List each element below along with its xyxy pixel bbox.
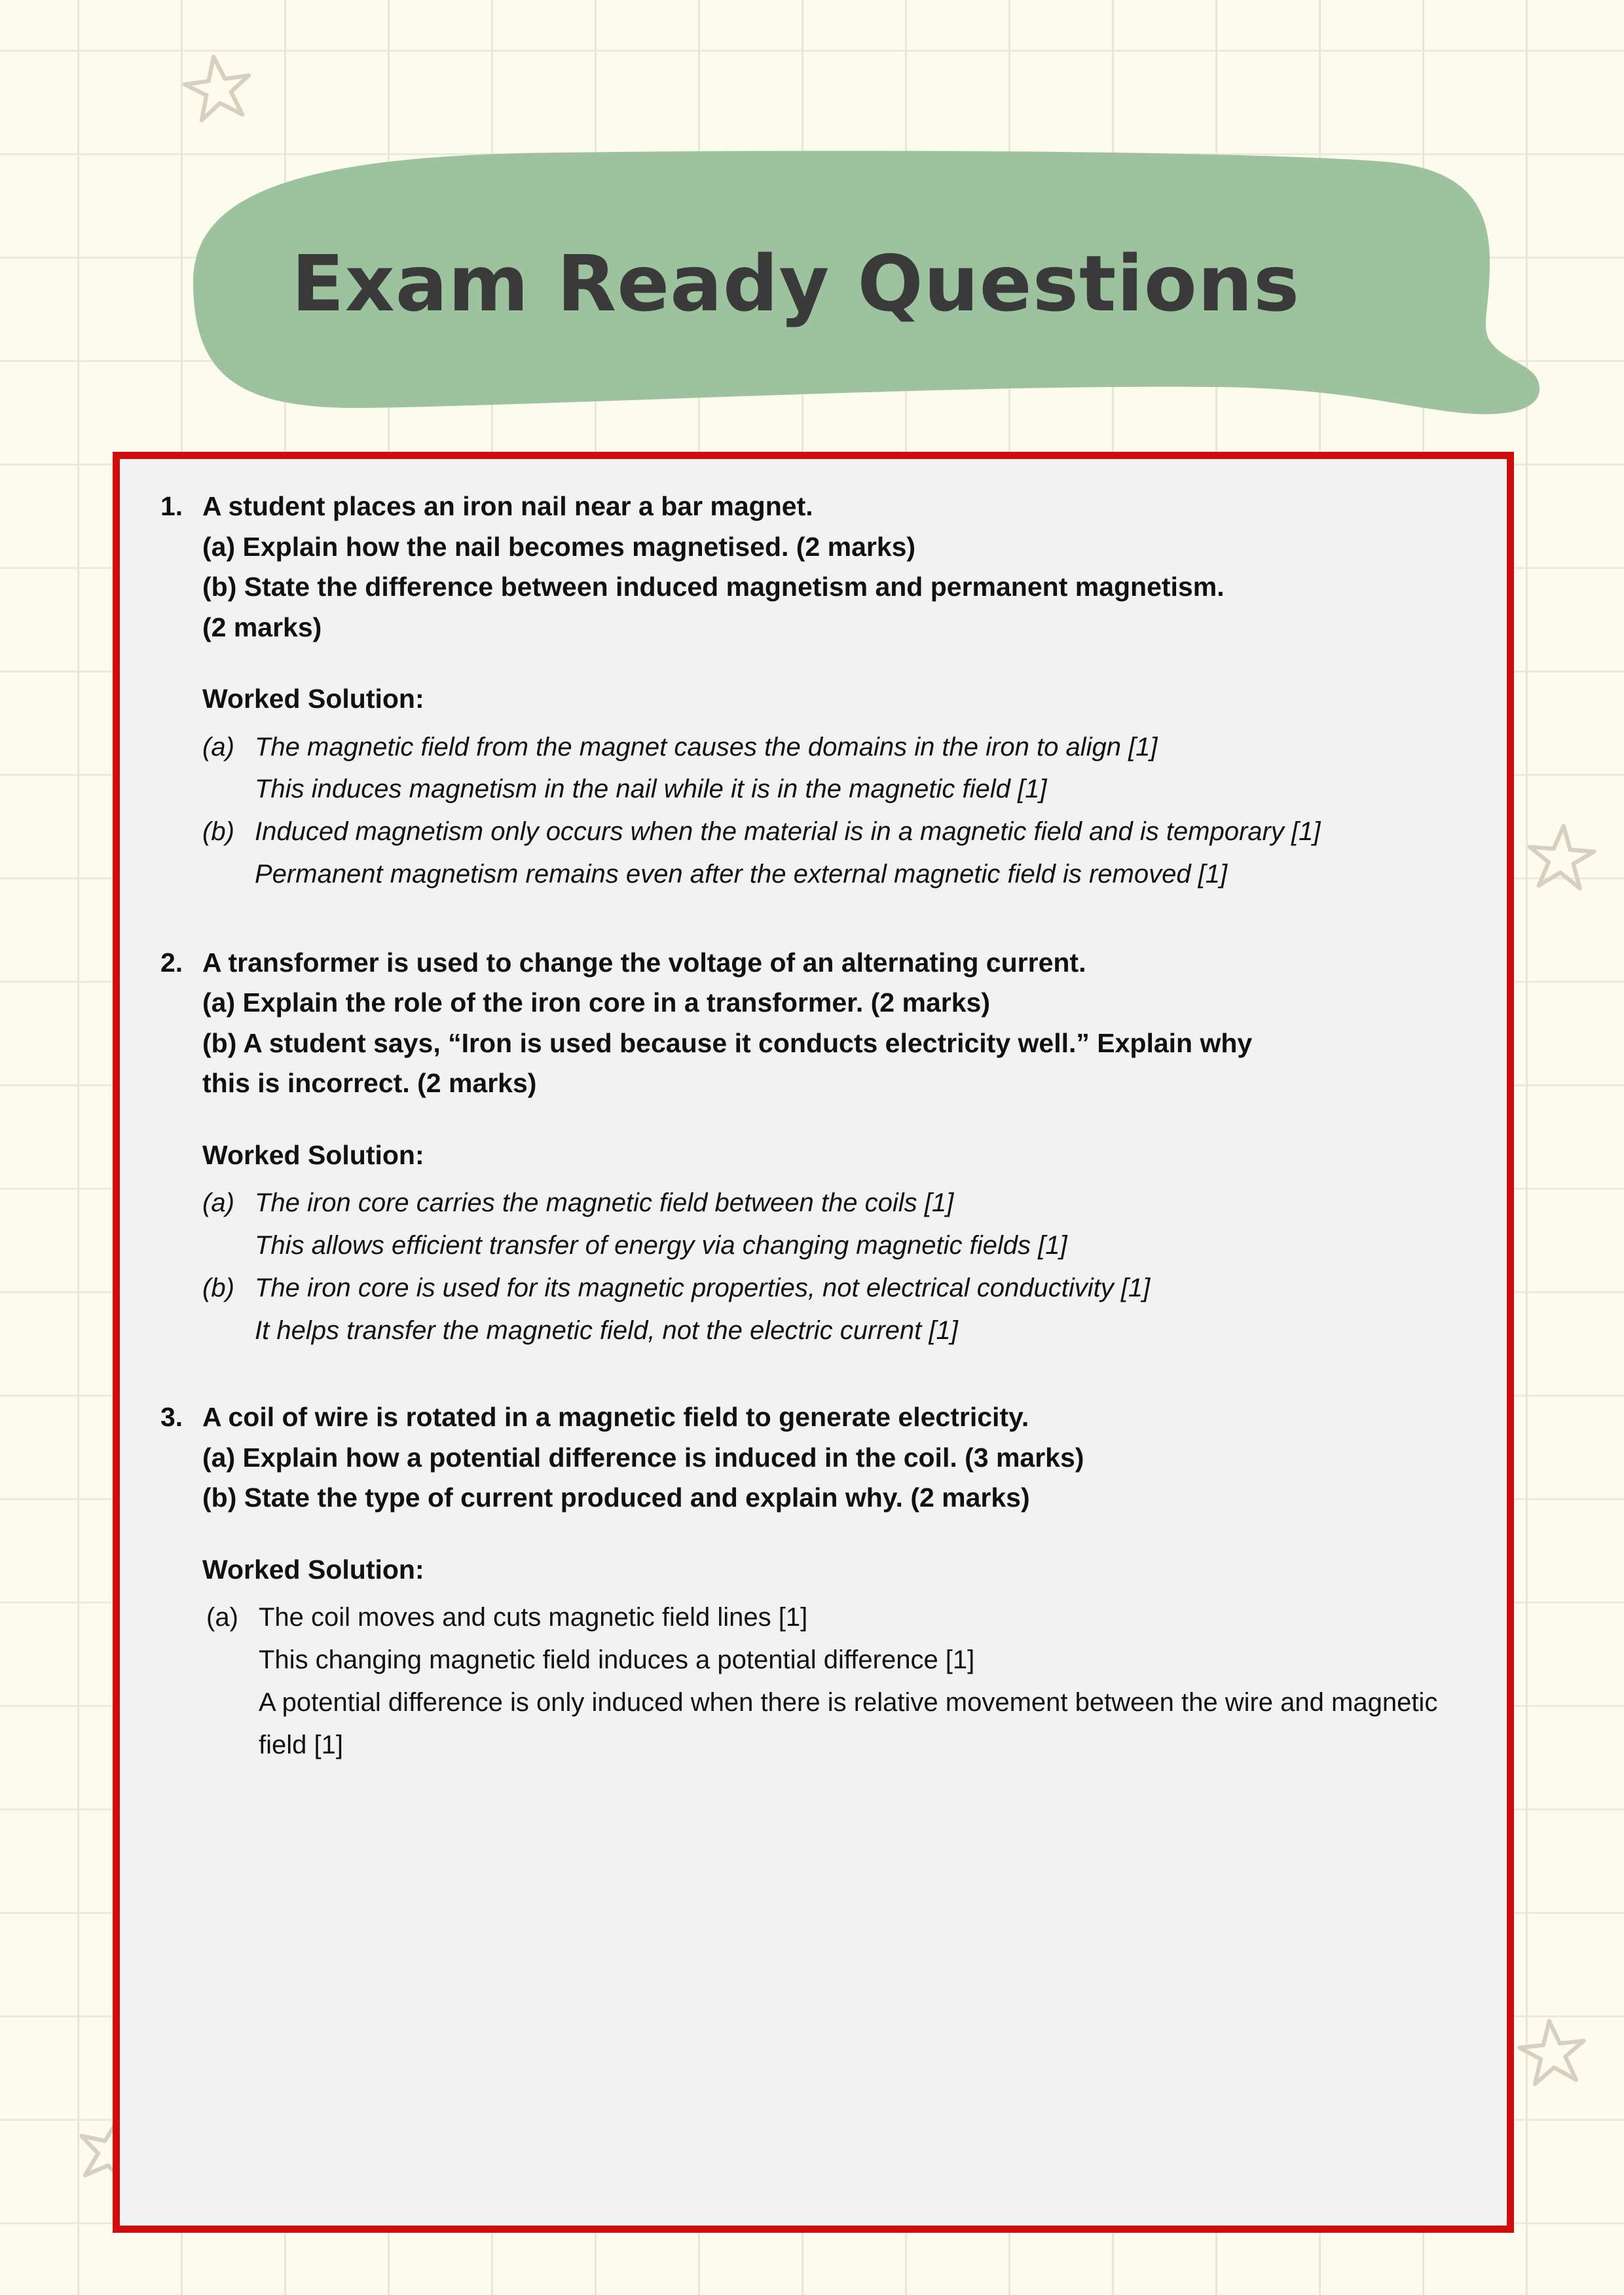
solution-key: (a) [202, 732, 234, 762]
solution-line: It helps transfer the magnetic field, not the electric current [1] [255, 1315, 958, 1345]
solution-key: (b) [202, 817, 234, 847]
solution-line: The magnetic field from the magnet causes the domains in the iron to align [1] [255, 732, 1158, 762]
solution-line: This changing magnetic field induces a potential difference [1] [259, 1645, 975, 1675]
solution-text [255, 1267, 1475, 1352]
star-icon [1524, 819, 1598, 892]
star-icon [1515, 2013, 1590, 2089]
solution-text [255, 726, 1475, 811]
worked-solution-label: Worked Solution: [202, 684, 424, 714]
solution-line: Induced magnetism only occurs when the material is in a magnetic field and is temporary [1] [255, 817, 1321, 847]
question-gap [151, 1351, 1475, 1397]
solution-line: The iron core is used for its magnetic properties, not electrical conductivity [1] [255, 1273, 1151, 1302]
worked-solution-list [202, 1596, 1475, 1766]
question-heading [151, 487, 1475, 648]
question-line: (a) Explain how a potential difference is induced in the coil. (3 marks) [202, 1442, 1084, 1473]
solution-item [202, 1267, 1475, 1352]
solution-line: The coil moves and cuts magnetic field lines [1] [259, 1603, 808, 1632]
question-number: 2. [160, 947, 183, 978]
solution-line: This allows efficient transfer of energy via changing magnetic fields [1] [255, 1230, 1067, 1260]
worked-solution-list [202, 726, 1475, 896]
question-block [151, 943, 1475, 1352]
question-line: A coil of wire is rotated in a magnetic field to generate electricity. [202, 1402, 1029, 1433]
worked-solution-list [202, 1182, 1475, 1351]
question-line: this is incorrect. (2 marks) [202, 1068, 537, 1099]
question-text [202, 487, 1475, 648]
solution-item [202, 1182, 1475, 1267]
worked-solution-label: Worked Solution: [202, 1139, 424, 1170]
solution-text [255, 1182, 1475, 1267]
question-text [202, 1397, 1475, 1518]
solution-text [255, 811, 1475, 896]
question-line: (a) Explain the role of the iron core in a transformer. (2 marks) [202, 987, 990, 1018]
question-block [151, 487, 1475, 896]
question-number: 3. [160, 1402, 183, 1433]
star-icon [179, 48, 257, 126]
solution-key: (a) [202, 1188, 234, 1218]
question-text [202, 943, 1475, 1104]
question-line: (a) Explain how the nail becomes magnetised. (2 marks) [202, 531, 916, 562]
solution-item [202, 811, 1475, 896]
solution-item [202, 1596, 1475, 1766]
question-heading [151, 1397, 1475, 1518]
question-line: A student places an iron nail near a bar magnet. [202, 491, 813, 521]
question-heading [151, 943, 1475, 1104]
questions-card [113, 452, 1514, 2233]
question-number: 1. [160, 491, 183, 521]
question-line: (b) State the type of current produced and explain why. (2 marks) [202, 1482, 1030, 1513]
question-line: A transformer is used to change the voltage of an alternating current. [202, 947, 1086, 978]
question-block [151, 1397, 1475, 1766]
solution-line: The iron core carries the magnetic field between the coils [1] [255, 1188, 954, 1218]
solution-line: A potential difference is only induced when there is relative movement between the wire and magnetic field [1] [259, 1687, 1438, 1759]
solution-line: Permanent magnetism remains even after the external magnetic field is removed [1] [255, 859, 1228, 889]
solution-line: This induces magnetism in the nail while it is in the magnetic field [1] [255, 775, 1047, 804]
page-title: Exam Ready Questions [291, 238, 1301, 329]
question-line: (b) A student says, “Iron is used because it conducts electricity well.” Explain why [202, 1027, 1253, 1058]
solution-key: (b) [202, 1273, 234, 1302]
solution-text [259, 1596, 1475, 1766]
solution-key: (a) [206, 1603, 238, 1632]
solution-item [202, 726, 1475, 811]
question-line: (2 marks) [202, 612, 322, 642]
worked-solution-label: Worked Solution: [202, 1554, 424, 1585]
question-line: (b) State the difference between induced magnetism and permanent magnetism. [202, 572, 1225, 602]
question-gap [151, 896, 1475, 943]
title-banner [101, 147, 1542, 419]
